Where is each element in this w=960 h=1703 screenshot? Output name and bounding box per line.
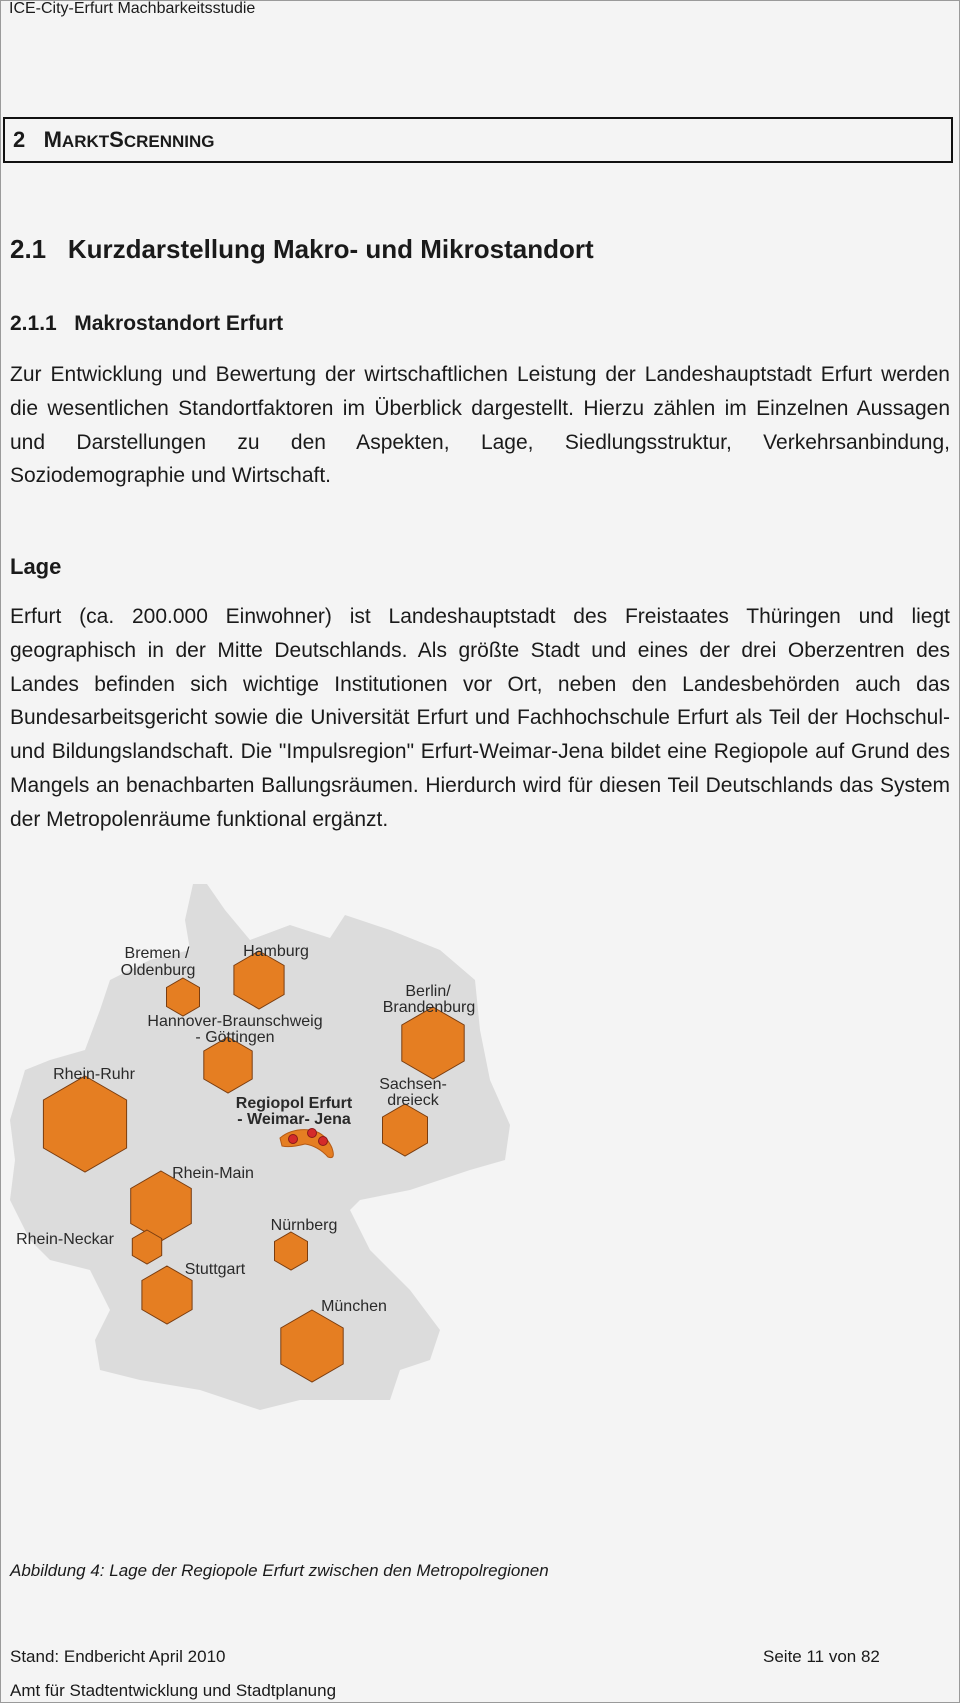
label-berlin-2: Brandenburg xyxy=(382,999,476,1017)
chapter-title-part1: ARKT xyxy=(61,132,110,151)
label-bremen-1: Bremen / xyxy=(124,945,190,963)
label-sachsen-1: Sachsen- xyxy=(379,1076,447,1094)
label-rhein-main: Rhein-Main xyxy=(172,1165,254,1183)
chapter-number: 2 xyxy=(13,127,26,152)
label-regiopol-2: - Weimar- Jena xyxy=(237,1111,351,1129)
chapter-title-s: S xyxy=(109,127,124,152)
label-hannover-1: Hannover-Braunschweig xyxy=(147,1013,323,1031)
label-bremen-2: Oldenburg xyxy=(120,962,196,980)
label-hamburg: Hamburg xyxy=(243,943,309,961)
intro-paragraph: Zur Entwicklung und Bewertung der wirtschaftlichen Leistung der Landeshauptstadt Erfurt werden die wesentlichen Standortfaktoren im Überblick dargestellt. Hierzu zählen im Einzelnen Aussagen und Darstellungen zu den Aspekten, Lage, Siedlungsstruktur, Verkehrsanbindung, Soziodemographie und Wirtschaft. xyxy=(10,363,950,488)
label-rhein-neckar: Rhein-Neckar xyxy=(16,1231,114,1249)
lage-heading: Lage xyxy=(10,554,62,579)
label-muenchen: München xyxy=(321,1298,387,1316)
label-rhein-ruhr: Rhein-Ruhr xyxy=(53,1066,135,1084)
weimar-dot xyxy=(308,1129,317,1138)
label-berlin-1: Berlin/ xyxy=(405,983,451,1001)
label-regiopol-1: Regiopol Erfurt xyxy=(235,1095,353,1113)
figure-caption: Abbildung 4: Lage der Regiopole Erfurt zwischen den Metropolregionen xyxy=(10,1561,549,1580)
footer-status: Stand: Endbericht April 2010 xyxy=(10,1647,226,1666)
chapter-title-part2: CRENNING xyxy=(123,132,215,151)
label-stuttgart: Stuttgart xyxy=(184,1261,246,1279)
footer-office: Amt für Stadtentwicklung und Stadtplanung xyxy=(10,1681,337,1700)
subsection-heading: 2.1.1 Makrostandort Erfurt xyxy=(10,312,284,335)
label-sachsen-2: dreieck xyxy=(387,1092,439,1110)
document-title: ICE-City-Erfurt Machbarkeitsstudie xyxy=(9,0,256,17)
label-nuernberg: Nürnberg xyxy=(270,1217,338,1235)
chapter-heading xyxy=(3,117,953,163)
jena-dot xyxy=(319,1137,328,1146)
label-hannover-2: - Göttingen xyxy=(195,1029,275,1047)
chapter-title-m: M xyxy=(43,127,62,152)
germany-metropolitan-regions-map xyxy=(0,870,540,1550)
erfurt-dot xyxy=(289,1135,298,1144)
section-heading: 2.1 Kurzdarstellung Makro- und Mikrostandort xyxy=(10,234,594,264)
footer-page-number: Seite 11 von 82 xyxy=(763,1647,880,1666)
lage-paragraph: Erfurt (ca. 200.000 Einwohner) ist Landeshauptstadt des Freistaates Thüringen und liegt geographisch in der Mitte Deutschlands. Als größte Stadt und eines der drei Oberzentren des Landes befinden sich wichtige Institutionen vor Ort, neben den Landesbehörden auch das Bundesarbeitsgericht sowie die Universität Erfurt und Fachhochschule Erfurt als Teil der Hochschul- und Bildungslandschaft. Die "Impulsregion" Erfurt-Weimar-Jena bildet eine Regiopole auf Grund des Mangels an benachbarten Ballungsräumen. Hierdurch wird für diesen Teil Deutschlands das System der Metropolenräume funktional ergänzt. xyxy=(10,605,950,831)
